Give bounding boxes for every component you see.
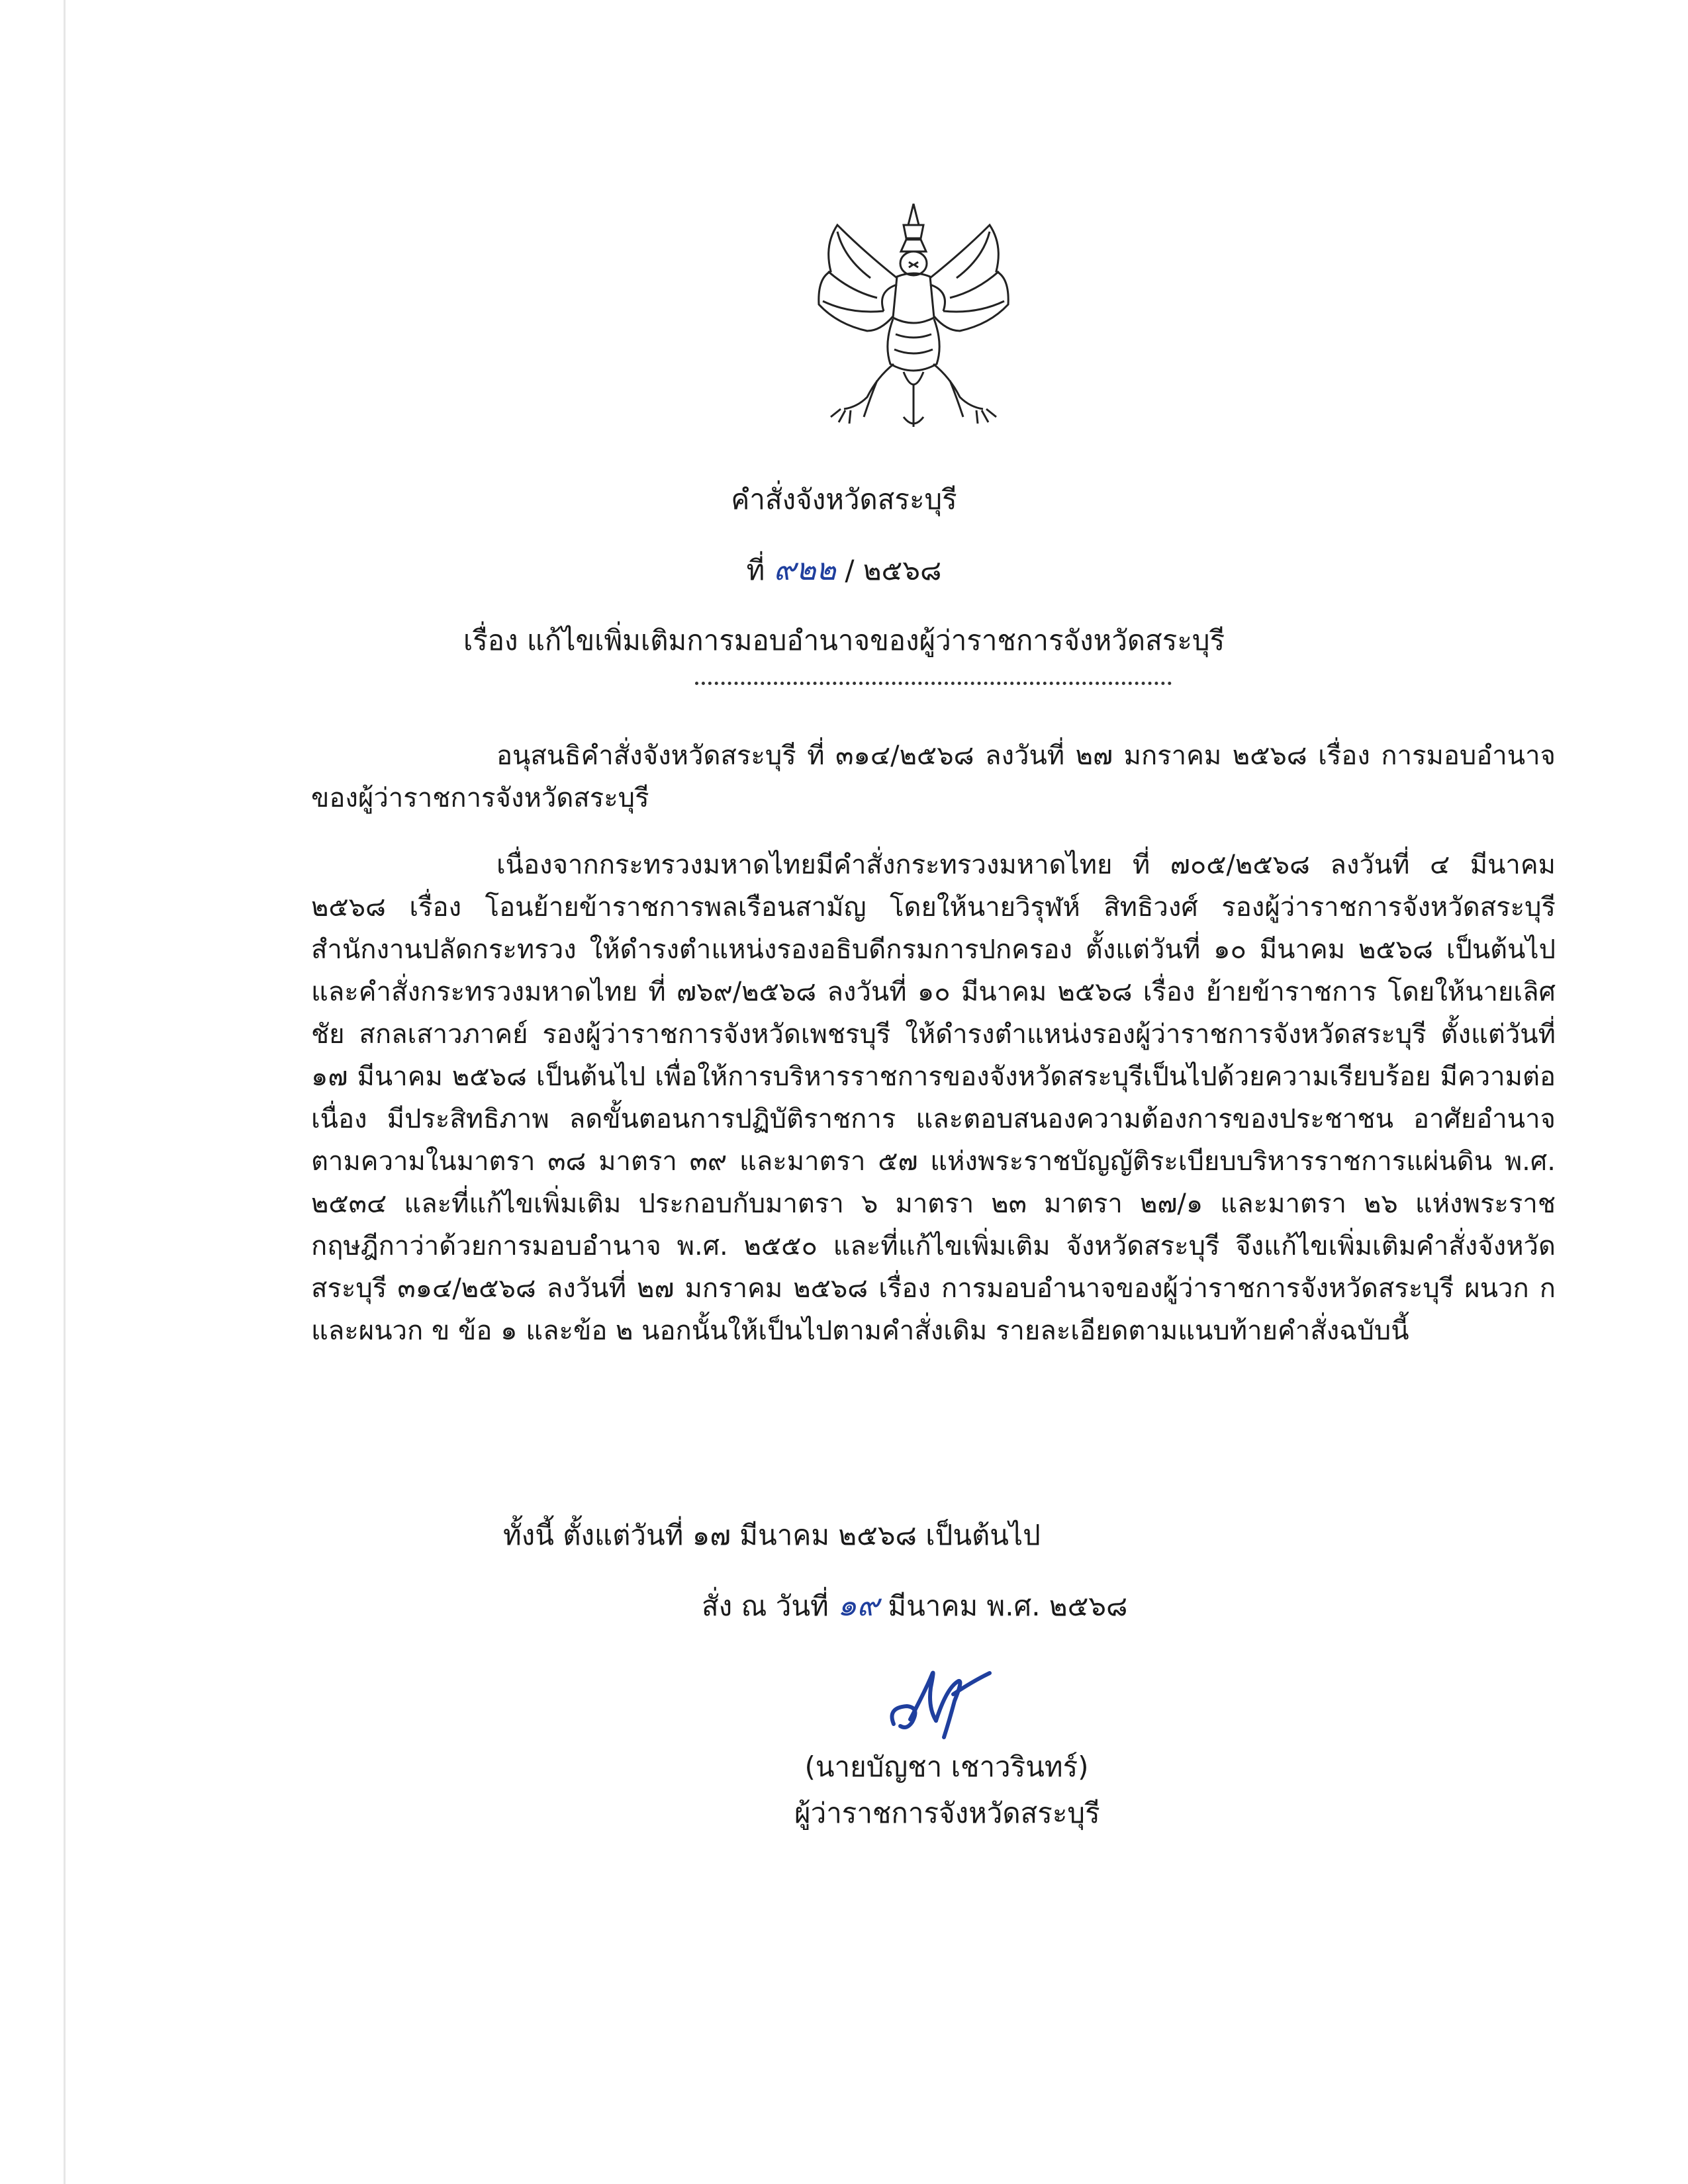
order-number-prefix: ที่ (746, 554, 765, 586)
page-edge (64, 0, 66, 2184)
order-date-day-handwritten: ๑๙ (837, 1587, 880, 1623)
signatory-name: (นายบัญชา เชาวรินทร์) (804, 1751, 1089, 1783)
document-subject: เรื่อง แก้ไขเพิ่มเติมการมอบอำนาจของผู้ว่าราชการจังหวัดสระบุรี (463, 624, 1225, 657)
garuda-emblem-icon (804, 199, 1023, 437)
reference-paragraph (311, 735, 1556, 819)
order-date-line (702, 1585, 1127, 1626)
reference-text: อนุสนธิคำสั่งจังหวัดสระบุรี ที่ ๓๑๔/๒๕๖๘ ลงวันที่ ๒๗ มกราคม ๒๕๖๘ เรื่อง การมอบอำนาจของผู้ว่าราชการจังหวัดสระบุรี (311, 741, 1556, 813)
handwritten-signature (880, 1661, 1000, 1741)
order-date-suffix: มีนาคม พ.ศ. ๒๕๖๘ (888, 1590, 1128, 1622)
order-date-prefix: สั่ง ณ วันที่ (702, 1590, 829, 1622)
separator-dots (695, 682, 1172, 685)
document-title: คำสั่งจังหวัดสระบุรี (731, 483, 957, 516)
effective-date-line: ทั้งนี้ ตั้งแต่วันที่ ๑๗ มีนาคม ๒๕๖๘ เป็นต้นไป (503, 1519, 1041, 1551)
main-paragraph-text: เนื่องจากกระทรวงมหาดไทยมีคำสั่งกระทรวงมหาดไทย ที่ ๗๐๕/๒๕๖๘ ลงวันที่ ๔ มีนาคม ๒๕๖๘ เรื่อง โอนย้ายข้าราชการพลเรือนสามัญ โดยให้นายวิรุฬห์ สิทธิวงศ์ รองผู้ว่าราชการจังหวัดสระบุรี สำนักงานปลัดกระทรวง ให้ดำรงตำแหน่งรองอธิบดีกรมการปกครอง ตั้งแต่วันที่ ๑๐ มีนาคม ๒๕๖๘ เป็นต้นไป และคำสั่งกระทรวงมหาดไทย ที่ ๗๖๙/๒๕๖๘ ลงวันที่ ๑๐ มีนาคม ๒๕๖๘ เรื่อง ย้ายข้าราชการ โดยให้นายเลิศชัย สกลเสาวภาคย์ รองผู้ว่าราชการจังหวัดเพชรบุรี ให้ดำรงตำแหน่งรองผู้ว่าราชการจังหวัดสระบุรี ตั้งแต่วันที่ ๑๗ มีนาคม ๒๕๖๘ เป็นต้นไป เพื่อให้การบริหารราชการของจังหวัดสระบุรีเป็นไปด้วยความเรียบร้อย มีความต่อเนื่อง มีประสิทธิภาพ ลดขั้นตอนการปฏิบัติราชการ และตอบสนองความต้องการของประชาชน อาศัยอำนาจตามความในมาตรา ๓๘ มาตรา ๓๙ และมาตรา ๕๗ แห่งพระราชบัญญัติระเบียบบริหารราชการแผ่นดิน พ.ศ. ๒๕๓๔ และที่แก้ไขเพิ่มเติม ประกอบกับมาตรา ๖ มาตรา ๒๓ มาตรา ๒๗/๑ และมาตรา ๒๖ แห่งพระราชกฤษฎีกาว่าด้วยการมอบอำนาจ พ.ศ. ๒๕๕๐ และที่แก้ไขเพิ่มเติม จังหวัดสระบุรี จึงแก้ไขเพิ่มเติมคำสั่งจังหวัดสระบุรี ๓๑๔/๒๕๖๘ ลงวันที่ ๒๗ มกราคม ๒๕๖๘ เรื่อง การมอบอำนาจของผู้ว่าราชการจังหวัดสระบุรี ผนวก ก และผนวก ข ข้อ ๑ และข้อ ๒ นอกนั้นให้เป็นไปตามคำสั่งเดิม รายละเอียดตามแนบท้ายคำสั่งฉบับนี้ (311, 850, 1556, 1346)
order-number-handwritten: ๙๒๒ (773, 551, 836, 587)
order-number-line (0, 549, 1688, 590)
signatory-position: ผู้ว่าราชการจังหวัดสระบุรี (794, 1797, 1100, 1829)
order-number-suffix: / ๒๕๖๘ (845, 554, 942, 586)
main-paragraph (311, 844, 1556, 1352)
